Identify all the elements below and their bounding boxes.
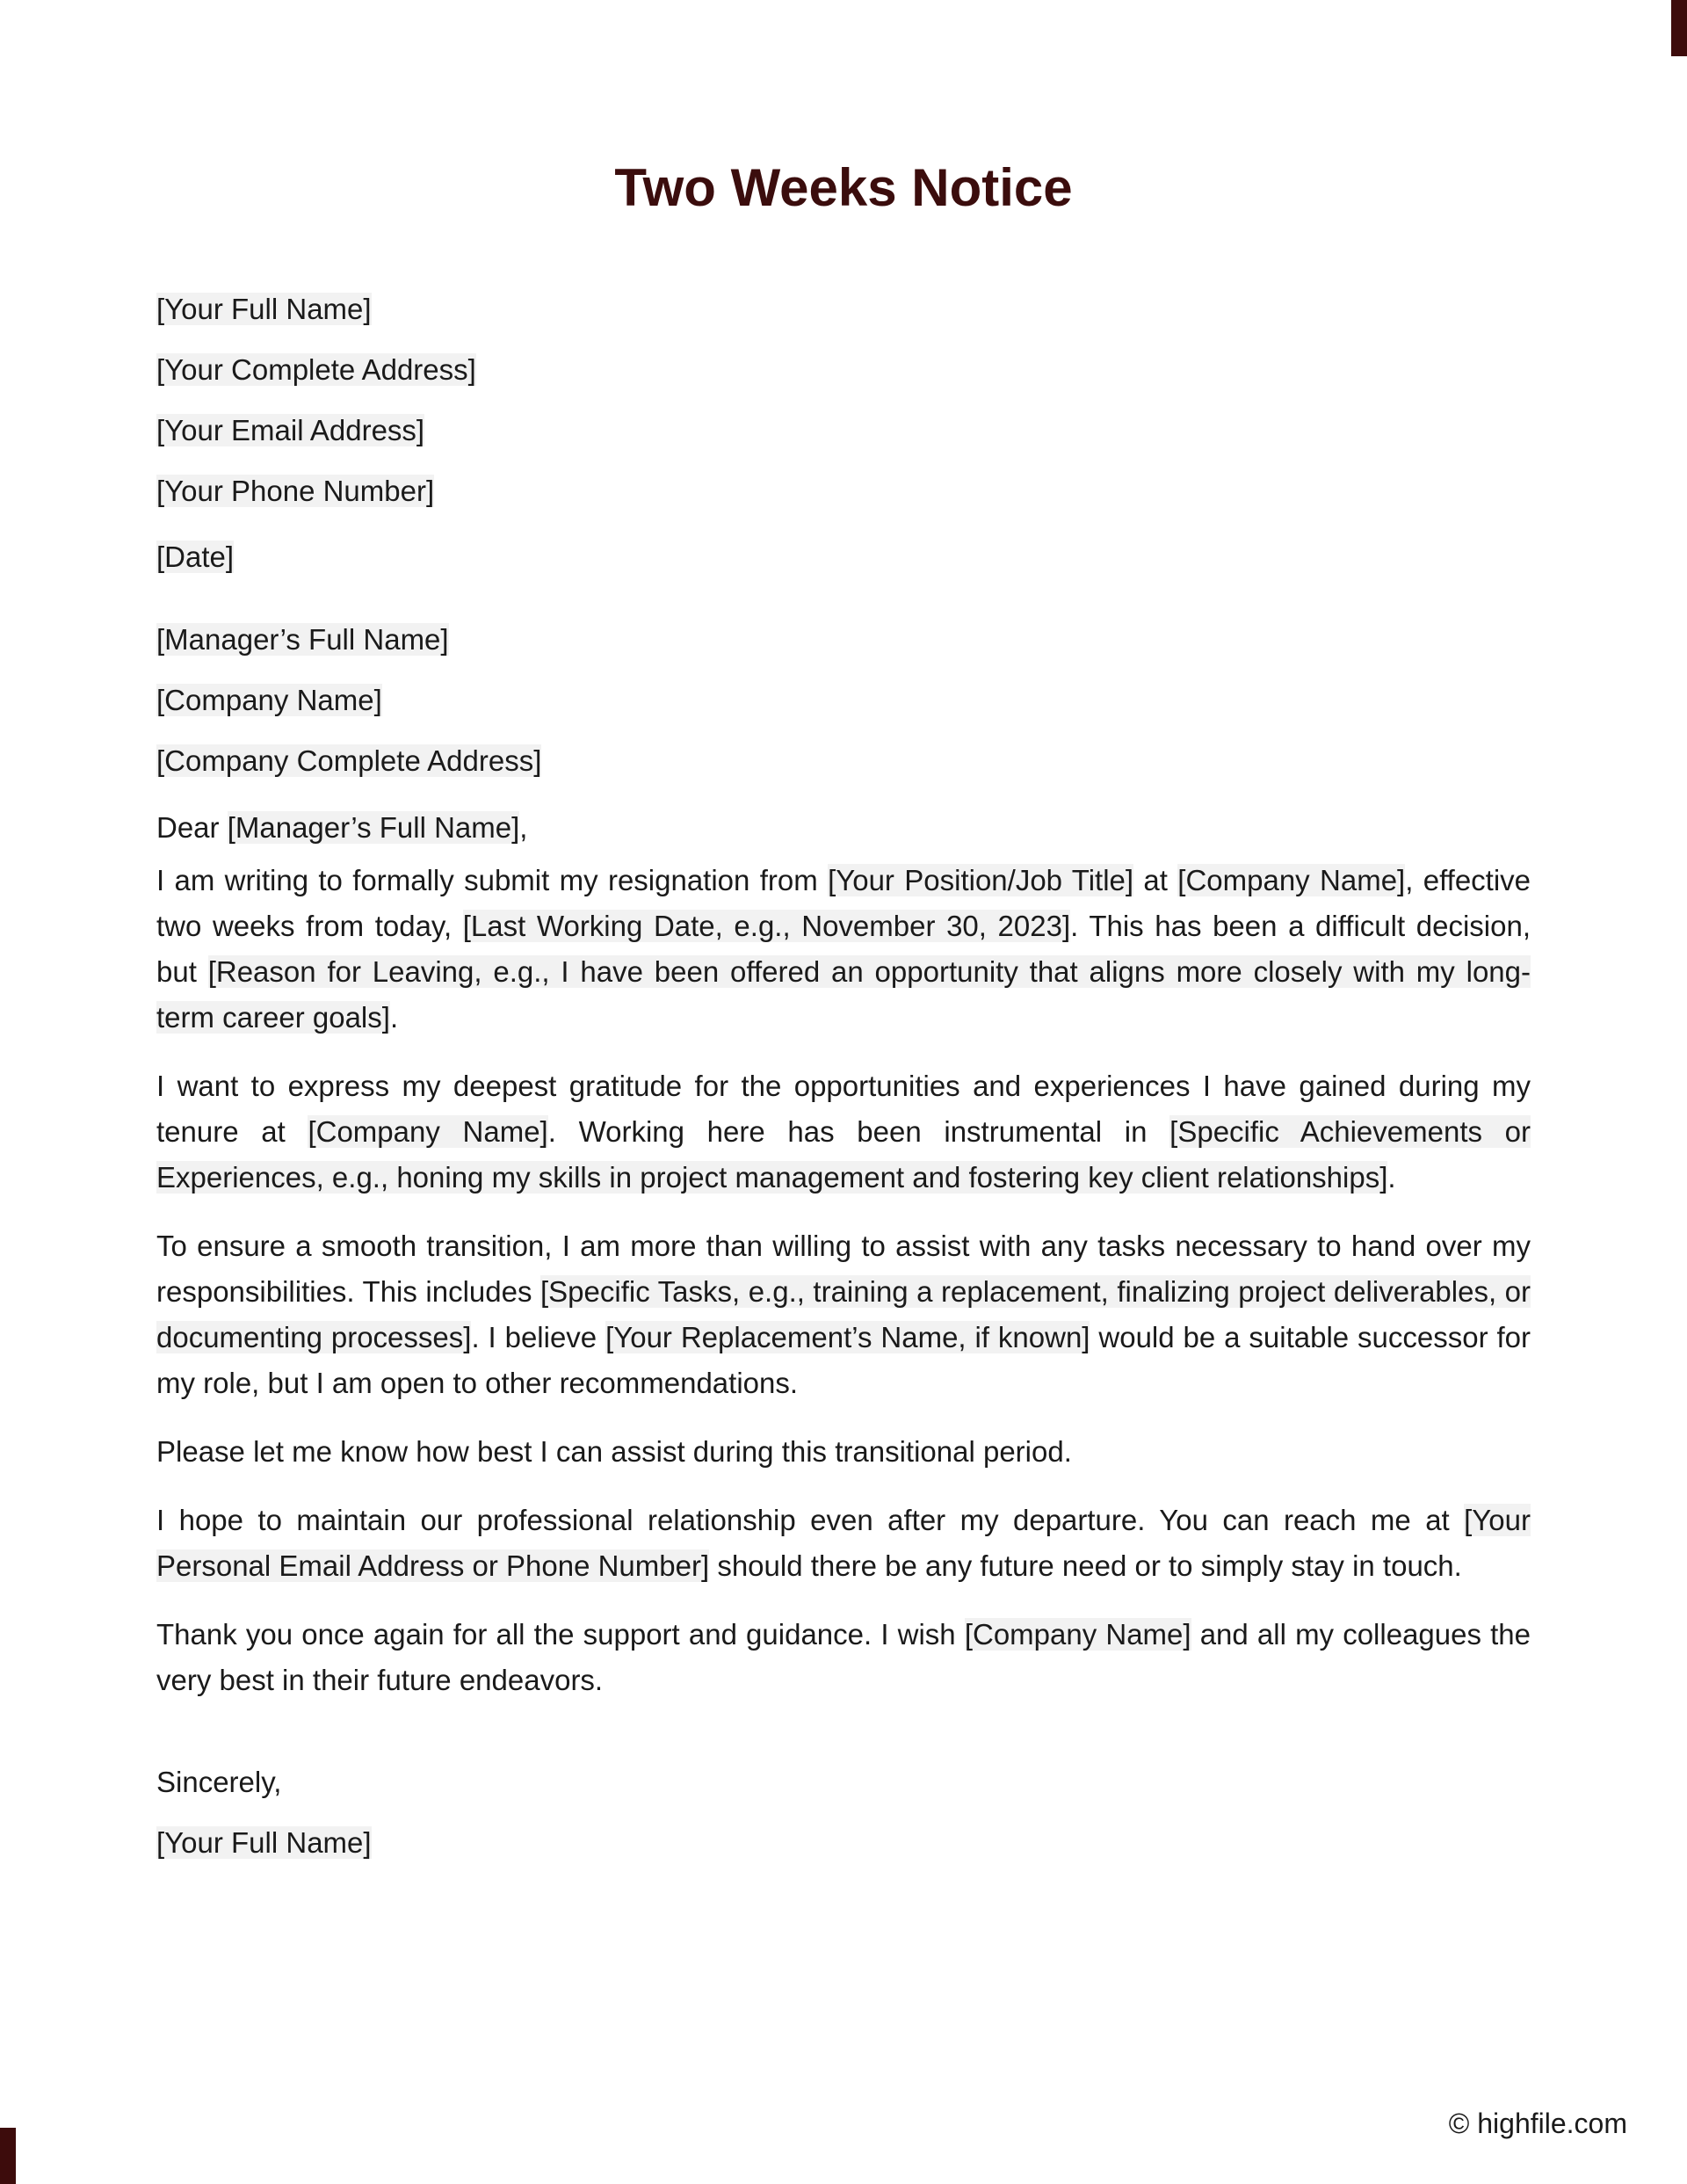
corner-accent-bottom	[0, 2128, 16, 2184]
signature-name: [Your Full Name]	[156, 1826, 372, 1859]
recipient-manager-name: [Manager’s Full Name]	[156, 623, 449, 656]
recipient-company-address: [Company Complete Address]	[156, 744, 542, 777]
paragraph-contact: I hope to maintain our professional relationship even after my departure. You can reach me at [Your Personal Email Address or Phone Number] should there be any future need or to simply stay in touch.	[156, 1504, 1531, 1582]
paragraph-gratitude: I want to express my deepest gratitude for the opportunities and experiences I have gained during my tenure at [Company Name]. Working here has been instrumental in [Specific Achievements or Experiences, e.g., honing my skills in project management and fostering key client relationships].	[156, 1070, 1531, 1194]
sender-full-name: [Your Full Name]	[156, 293, 372, 325]
letter-date: [Date]	[156, 541, 235, 573]
letter-body	[156, 287, 1531, 1881]
valediction: Sincerely,	[156, 1766, 282, 1798]
closing-block	[156, 1760, 1531, 1866]
corner-accent-top	[1671, 0, 1687, 56]
paragraph-transition: To ensure a smooth transition, I am more than willing to assist with any tasks necessary to hand over my responsibilities. This includes [Specific Tasks, e.g., training a replacement, finalizing project deliverables, or documenting processes]. I believe [Your Replacement’s Name, if known] would be a suitable successor for my role, but I am open to other recommendations.	[156, 1230, 1531, 1399]
sender-address: [Your Complete Address]	[156, 353, 476, 386]
footer-credit: © highfile.com	[1448, 2108, 1627, 2139]
recipient-company-name: [Company Name]	[156, 684, 382, 716]
paragraph-resignation: I am writing to formally submit my resignation from [Your Position/Job Title] at [Company Name], effective two weeks from today, [Last Working Date, e.g., November 30, 2023]. This has been a difficult decision, but [Reason for Leaving, e.g., I have been offered an opportunity that aligns more closely with my long-term career goals].	[156, 864, 1531, 1034]
recipient-block	[156, 617, 1531, 784]
paragraph-assist: Please let me know how best I can assist during this transitional period.	[156, 1435, 1072, 1468]
page-title: Two Weeks Notice	[614, 158, 1073, 217]
greeting: Dear [Manager’s Full Name],	[156, 811, 528, 844]
sender-block	[156, 287, 1531, 514]
paragraph-thanks: Thank you once again for all the support and guidance. I wish [Company Name] and all my colleagues the very best in their future endeavors.	[156, 1618, 1531, 1696]
sender-email: [Your Email Address]	[156, 414, 425, 446]
sender-phone: [Your Phone Number]	[156, 475, 435, 507]
